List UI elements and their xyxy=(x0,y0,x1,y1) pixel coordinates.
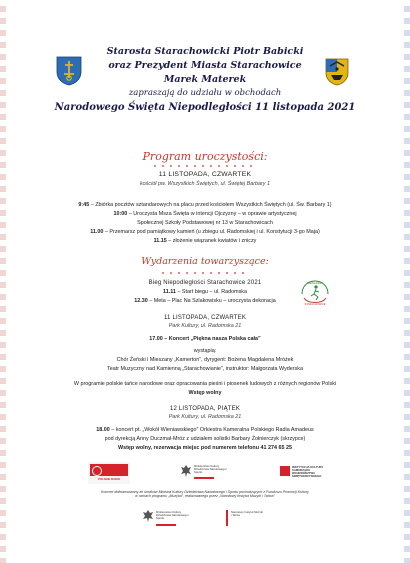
ministry-culture-logo-2 xyxy=(140,507,196,531)
concert2-line2: pod dyrekcją Anny Duczmal-Mróz z udziałem solistki Barbary Żołnierczyk (skrzypce) xyxy=(104,436,306,442)
concert1-title xyxy=(20,337,390,342)
funding-note-line2: w ramach programu „Muzyka”, realizowanego przez „Narodowy Instytut Muzyki i Tańca” xyxy=(135,494,275,499)
concert2-line1 xyxy=(20,428,390,433)
program-item xyxy=(20,230,390,235)
invitation-president: oraz Prezydent Miasta Starachowice xyxy=(108,60,302,71)
program-item-time: 11.00 xyxy=(90,229,104,235)
invitation-starosta: Starosta Starachowicki Piotr Babicki xyxy=(106,46,304,57)
concert2-time: 18.00 xyxy=(96,427,110,433)
program-item xyxy=(20,203,390,208)
free-entry-note: Wstęp wolny xyxy=(188,390,222,396)
concert1-time: 17.00 xyxy=(149,336,163,342)
regional-logo-red-square xyxy=(280,466,290,476)
run-logo-text-top: NIEZALEŻNA xyxy=(307,282,323,285)
program-item xyxy=(20,221,390,226)
ministry-logo-bar-2 xyxy=(156,524,176,526)
concert2-location: Park Kultury, ul. Radomska 21 xyxy=(168,414,242,420)
program-item-time: 9:45 xyxy=(78,202,90,208)
program-item-text: – Zbiórka pocztów sztandarowych na placu przed kościołem Wszystkich Świętych (ul. Św. Barbary 1) xyxy=(90,202,332,208)
polish-eagle-icon xyxy=(142,509,154,523)
program-note: W programie polskie tańce narodowe oraz opracowania pieśni i piosenek ludowych z różnych regionów Polski xyxy=(73,381,337,387)
program-item-time: 11.15 xyxy=(153,238,167,244)
program-item-text: – Przemarsz pod pamiątkowy kamień (u zbiegu ul. Radomskiej i ul. Konstytucji 3-go Maja) xyxy=(104,229,320,235)
run-finish xyxy=(20,299,390,304)
invitation-holiday-title: Narodowego Święta Niepodległości 11 listopada 2021 xyxy=(54,102,356,113)
run-end-time: 12.30 xyxy=(134,298,148,304)
regional-logo-text: INSTYTUCJA KULTURY SAMORZĄDU WOJEWÓDZTWA ŚWIĘTOKRZYSKIEGO xyxy=(292,465,324,479)
run-start-time: 11.11 xyxy=(163,289,176,295)
day1-date: 11 LISTOPADA, CZWARTEK xyxy=(158,171,252,178)
radio-logo-circle-icon xyxy=(92,466,102,476)
funding-note xyxy=(48,490,362,499)
independence-run-logo xyxy=(296,278,334,306)
funding-note-line1: Koncert dofinansowany ze środków Ministra Kultury Dziedzictwa Narodowego i Sportu pochodzących z Funduszu Promocji Kultury xyxy=(101,490,309,494)
decorative-border-left xyxy=(0,0,6,563)
run-title: Bieg Niepodległości Starachowice 2021 xyxy=(148,280,262,286)
performer-choir: Chór Żeński i Mieszany „Kamerton”, dyrygent: Bożena Magdalena Mróżek xyxy=(116,357,294,363)
program-item-text: – Uroczysta Msza Święta w intencji Ojczyzny – w oprawie artystycznej xyxy=(128,211,297,217)
decorative-border-right xyxy=(404,0,410,563)
polish-eagle-icon xyxy=(180,464,192,478)
concert1-date: 11 LISTOPADA, CZWARTEK xyxy=(163,315,247,321)
ministry-culture-logo xyxy=(178,462,232,484)
concert1-location: Park Kultury, ul. Radomska 21 xyxy=(168,323,242,329)
day1-location: kościół pw. Wszystkich Świętych, ul. Świętej Barbary 1 xyxy=(139,181,271,187)
ministry-logo-bar xyxy=(194,477,214,479)
concert2-text: – koncert pt. „Wokół Wieniawskiego” Orkiestra Kameralna Polskiego Radia Amadeus xyxy=(111,427,314,433)
program-heading: Program uroczystości: xyxy=(142,150,268,163)
program-item xyxy=(20,212,390,217)
polskie-radio-logo xyxy=(88,462,130,484)
concert1-title-text: – Koncert „Piękna nasza Polska cała” xyxy=(164,336,261,342)
run-start xyxy=(20,290,390,295)
decorative-dots-divider xyxy=(150,270,260,276)
invitation-invite-line: zapraszają do udziału w obchodach xyxy=(128,88,282,98)
decorative-dots-divider xyxy=(150,163,260,169)
performer-theatre: Teatr Muzyczny nad Kamienną „Starachowianie”, instruktor: Małgorzata Wyderska xyxy=(107,366,303,372)
program-item-text: – złożenie wiązanek kwiatów i zniczy xyxy=(168,238,257,244)
program-item-time: 10:00 xyxy=(113,211,128,217)
run-start-text: – Start biegu – ul. Radomska xyxy=(177,289,247,295)
invitation-president-name: Marek Materek xyxy=(163,74,247,85)
ministry-logo-text-2: Ministerstwo Kultury, Dziedzictwa Narodowego i Sportu. xyxy=(156,510,189,521)
concert2-date: 12 LISTOPADA, PIĄTEK xyxy=(169,406,241,412)
concert2-reservation: Wstęp wolny, rezerwacja miejsc pod numerem telefonu 41 274 65 25 xyxy=(118,445,292,451)
performers-label: wystąpią: xyxy=(193,348,217,354)
regional-culture-institution-logo xyxy=(278,462,326,484)
music-institute-logo xyxy=(224,507,264,531)
ministry-logo-text: Ministerstwo Kultury, Dziedzictwa Narodowego i Sportu. xyxy=(194,464,227,475)
program-item-text: Społecznej Szkoły Podstawowej nr 13 w Starachowicach xyxy=(137,220,273,226)
program-item xyxy=(20,239,390,244)
music-institute-logo-bar xyxy=(226,510,228,526)
run-logo-text-bottom: STARACHOWICE xyxy=(304,303,326,306)
events-heading: Wydarzenia towarzyszące: xyxy=(141,256,269,267)
music-institute-logo-text: Narodowy Instytut Muzyki i Tańca xyxy=(231,510,263,518)
radio-logo-text: POLSKIE RADIO xyxy=(97,477,121,481)
run-end-text: – Meta – Plac Na Szlakowisku – uroczysta dekoracja xyxy=(149,298,276,304)
